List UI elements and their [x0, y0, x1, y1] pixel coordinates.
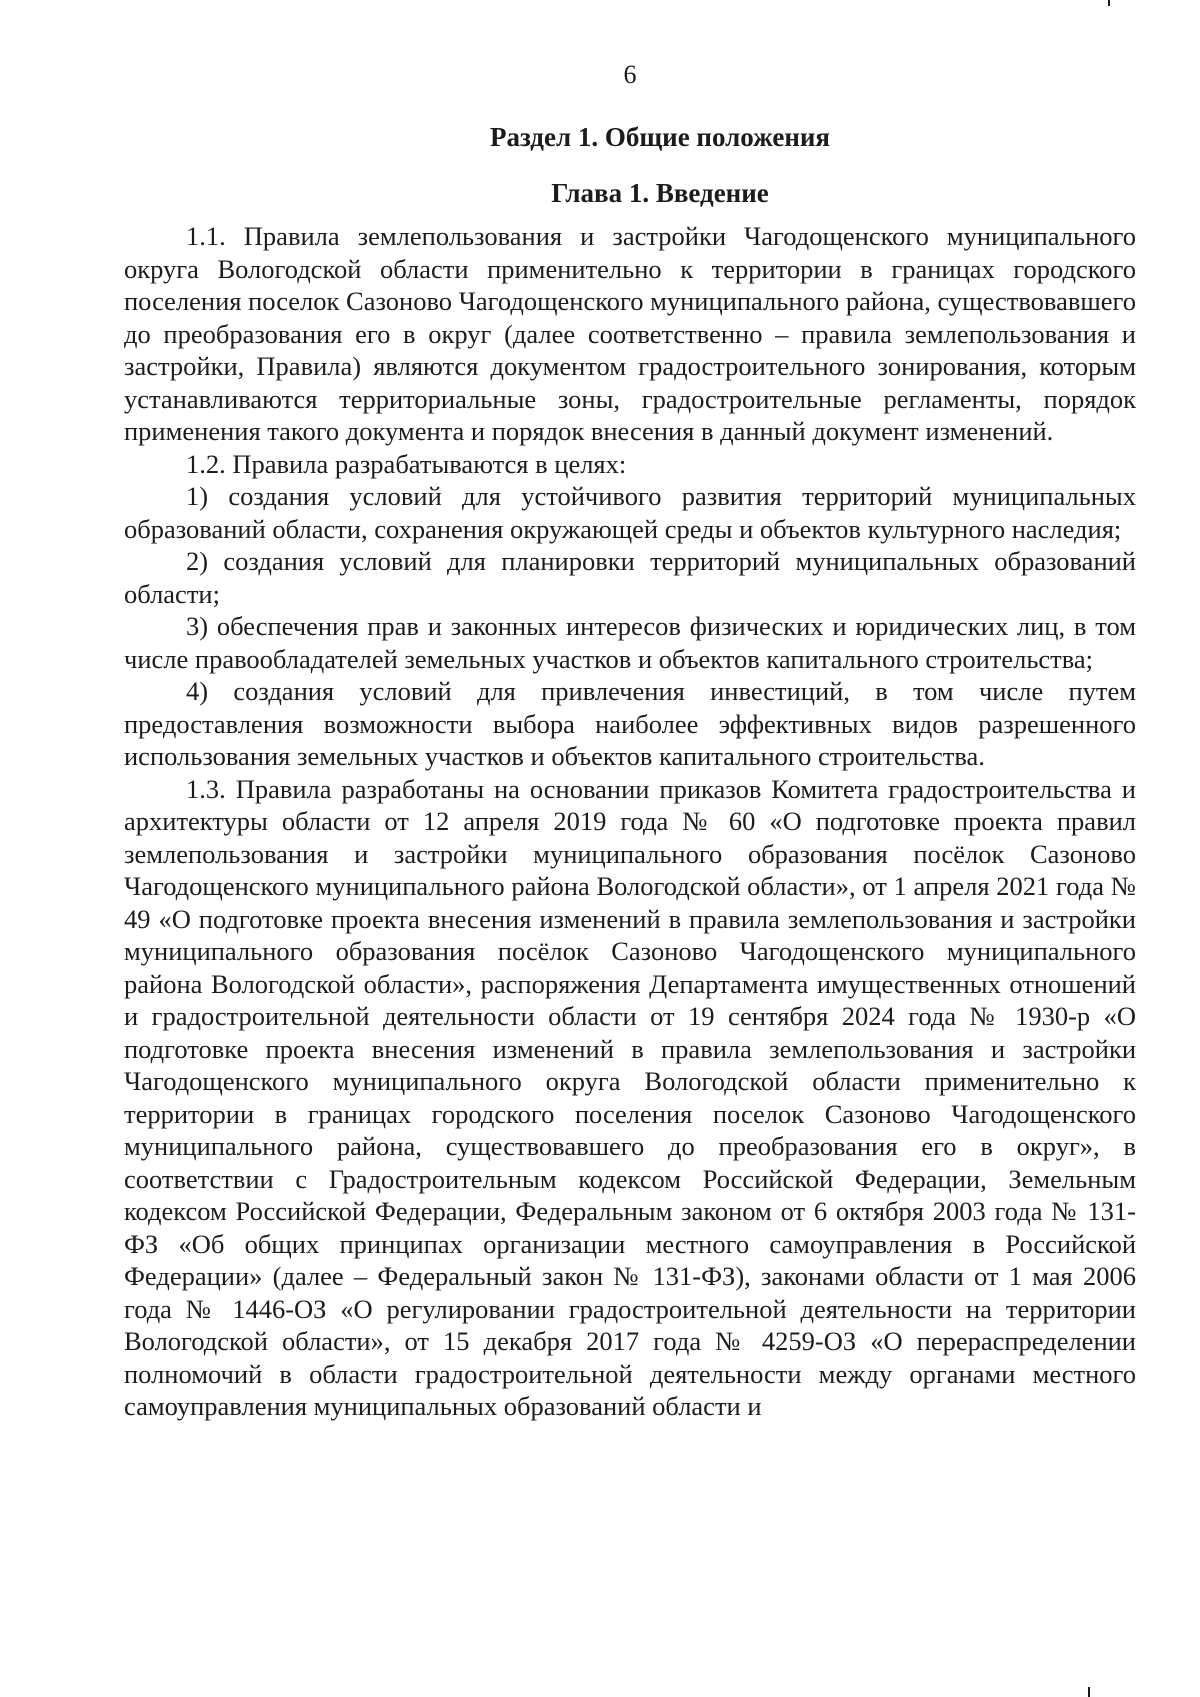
list-item-2: 2) создания условий для планировки территорий муниципальных образований области;	[124, 546, 1136, 609]
list-item-3: 3) обеспечения прав и законных интересов физических и юридических лиц, в том числе правообладателей земельных участков и объектов капитального строительства;	[124, 611, 1136, 674]
document-body	[124, 220, 1136, 1423]
list-item-4: 4) создания условий для привлечения инвестиций, в том числе путем предоставления возможности выбора наиболее эффективных видов разрешенного использования земельных участков и объектов капитального строительства.	[124, 676, 1136, 771]
section-title: Раздел 1. Общие положения	[489, 122, 831, 152]
chapter-title: Глава 1. Введение	[551, 178, 769, 208]
scan-mark-bottom	[1088, 1687, 1090, 1697]
paragraph-1-3: 1.3. Правила разработаны на основании приказов Комитета градостроительства и архитектуры области от 12 апреля 2019 года № 60 «О подготовке проекта правил землепользования и застройки муниципального образования посёлок Сазоново Чагодощенского муниципального района Вологодской области», от 1 апреля 2021 года № 49 «О подготовке проекта внесения изменений в правила землепользования и застройки муниципального образования посёлок Сазоново Чагодощенского муниципального района Вологодской области», распоряжения Департамента имущественных отношений и градостроительной деятельности области от 19 сентября 2024 года № 1930-р «О подготовке проекта внесения изменений в правила землепользования и застройки Чагодощенского муниципального округа Вологодской области применительно к территории в границах городского поселения поселок Сазоново Чагодощенского муниципального района, существовавшего до преобразования его в округ», в соответствии с Градостроительным кодексом Российской Федерации, Земельным кодексом Российской Федерации, Федеральным законом от 6 октября 2003 года № 131-ФЗ «Об общих принципах организации местного самоуправления в Российской Федерации» (далее – Федеральный закон № 131-ФЗ), законами области от 1 мая 2006 года № 1446-ОЗ «О регулировании градостроительной деятельности на территории Вологодской области», от 15 декабря 2017 года № 4259-ОЗ «О перераспределении полномочий в области градостроительной деятельности между органами местного самоуправления муниципальных образований области и	[124, 773, 1136, 1421]
scan-mark-top	[1108, 0, 1110, 6]
list-item-1: 1) создания условий для устойчивого развития территорий муниципальных образований области, сохранения окружающей среды и объектов культурного наследия;	[124, 481, 1136, 544]
paragraph-1-1: 1.1. Правила землепользования и застройки Чагодощенского муниципального округа Вологодской области применительно к территории в границах городского поселения поселок Сазоново Чагодощенского муниципального района, существовавшего до преобразования его в округ (далее соответственно – правила землепользования и застройки, Правила) являются документом градостроительного зонирования, которым устанавливаются территориальные зоны, градостроительные регламенты, порядок применения такого документа и порядок внесения в данный документ изменений.	[124, 221, 1136, 446]
paragraph-1-2: 1.2. Правила разрабатываются в целях:	[186, 448, 627, 479]
page-number: 6	[623, 60, 637, 89]
